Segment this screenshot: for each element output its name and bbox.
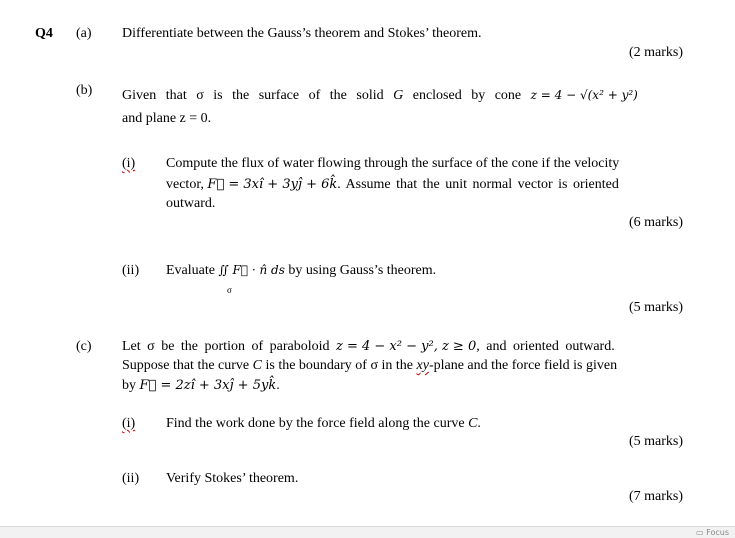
focus-icon: ▭ [696,528,704,537]
part-c-i-marks: (5 marks) [628,434,683,449]
surface-integral-expression: ∬ F⃗ · n̂ ds [218,263,285,277]
focus-label: Focus [706,528,729,537]
part-b-i-line3: outward. [166,196,216,211]
part-b-intro-text-2: enclosed by cone [403,88,531,103]
force-field-equation: F⃗ = 2zî + 3xĵ + 5yk̂ [139,378,277,393]
part-c-i-text-a: Find the work done by the force field along the curve [166,416,469,431]
part-b-label: (b) [76,83,93,98]
velocity-vector-equation: F⃗ = 3xî + 3yĵ + 6k̂ [207,177,338,192]
part-c-curve-c: C [252,358,262,373]
part-b-i-line2a: vector, [166,177,208,192]
part-c-line2c: -plane and the force field is given [428,358,618,373]
part-b-i-label: (i) [122,156,136,171]
part-c-line2b: is the boundary of σ in the [261,358,417,373]
part-b-i-marks: (6 marks) [628,215,683,230]
part-c-i-text-b: . [477,416,481,431]
part-b-ii-text-a: Evaluate [166,263,219,278]
part-b-i-line1: Compute the flux of water flowing through the surface of the cone if the velocity [166,156,620,171]
part-c-i-text [166,416,481,432]
part-b-i-line2b: . Assume that the unit normal vector is oriented [337,177,619,192]
part-c-line3a: by [122,378,140,393]
part-b-ii-text-b: by using Gauss’s theorem. [284,263,437,278]
status-bar [0,526,735,538]
part-c-i-label: (i) [122,416,136,431]
part-a-marks: (2 marks) [628,45,683,60]
focus-button[interactable] [696,528,729,537]
integral-subscript-sigma: σ [227,285,232,295]
part-c-line3 [122,378,280,394]
paraboloid-equation: z = 4 − x² − y², z ≥ 0 [336,339,477,354]
part-b-ii-marks: (5 marks) [628,300,683,315]
part-b-i-line2 [166,177,619,193]
part-c-i-curve-c: C [468,416,478,431]
part-a-text: Differentiate between the Gauss’s theorem and Stokes’ theorem. [122,26,482,41]
part-b-solid-g: G [393,88,404,103]
part-b-intro-text: Given that σ is the surface of the solid [122,88,394,103]
part-c-ii-label: (ii) [122,471,140,486]
cone-equation: z = 4 − √(x² + y²) [530,88,638,102]
part-c-label: (c) [76,339,92,354]
part-c-line1 [122,339,615,355]
part-c-xy: xy [416,358,429,373]
part-b-ii-text [166,263,436,279]
part-c-line2a: Suppose that the curve [122,358,253,373]
part-b-intro-line [122,88,638,104]
part-c-line1a: Let σ be the portion of paraboloid [122,339,336,354]
part-c-line1b: , and oriented outward. [476,339,615,354]
part-c-ii-marks: (7 marks) [628,489,683,504]
part-b-line2: and plane z = 0. [122,111,212,126]
part-b-ii-label: (ii) [122,263,140,278]
question-number: Q4 [35,26,53,41]
part-c-line2 [122,358,617,374]
part-c-line3b: . [276,378,280,393]
part-c-ii-text: Verify Stokes’ theorem. [166,471,299,486]
part-a-label: (a) [76,26,92,41]
